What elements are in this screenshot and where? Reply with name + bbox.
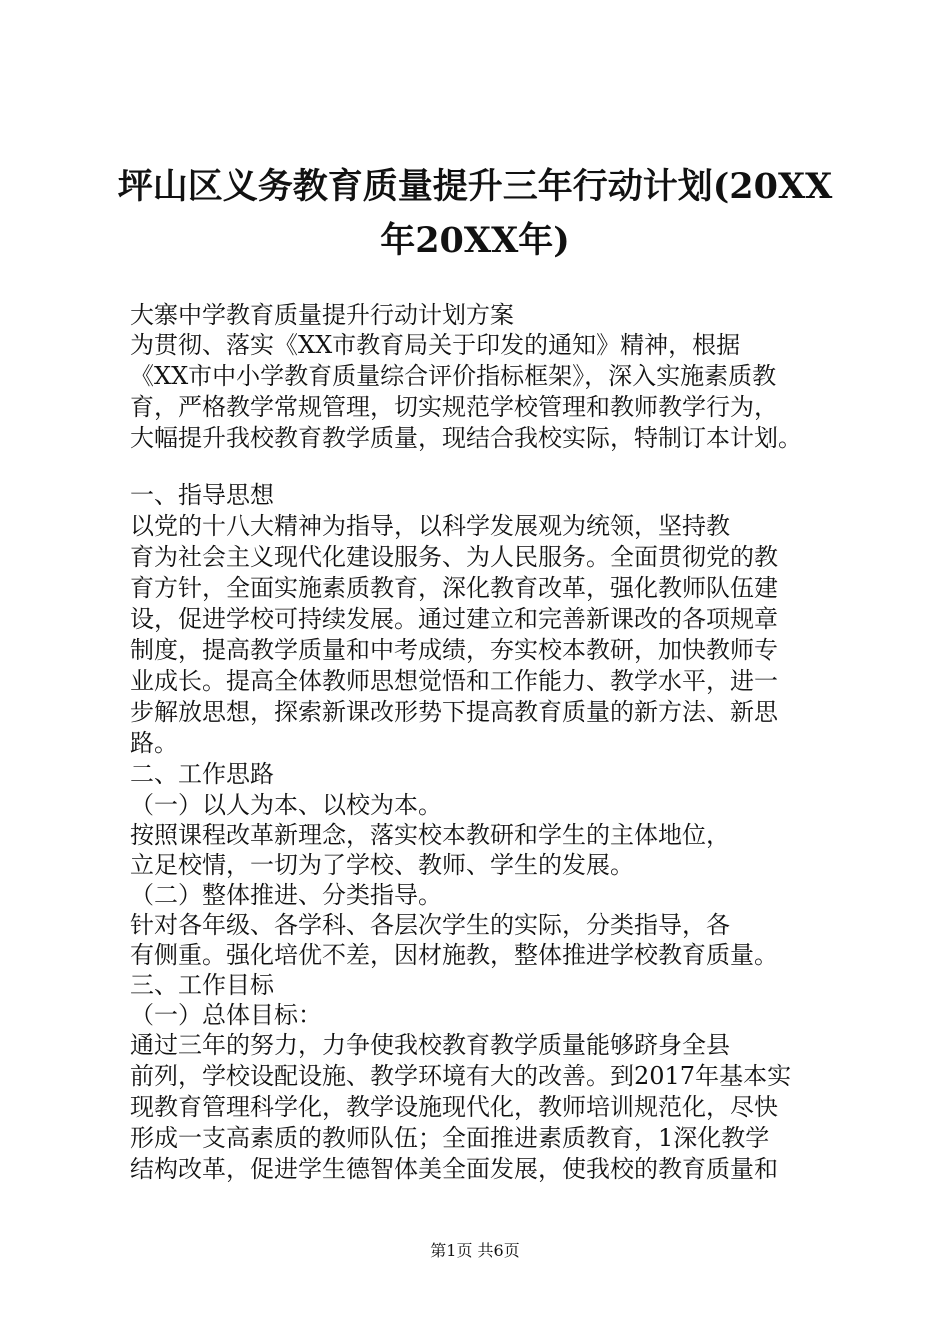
body-line: 现教育管理科学化，教学设施现代化，教师培训规范化，尽快 [130, 1093, 778, 1121]
body-line: 育，严格教学常规管理，切实规范学校管理和教师教学行为， [130, 393, 778, 421]
body-line: 立足校情，一切为了学校、教师、学生的发展。 [130, 851, 634, 879]
body-line: 业成长。提高全体教师思想觉悟和工作能力、教学水平，进一 [130, 667, 778, 695]
body-line: 制度，提高教学质量和中考成绩，夯实校本教研，加快教师专 [130, 636, 778, 664]
body-line: 设，促进学校可持续发展。通过建立和完善新课改的各项规章 [130, 605, 778, 633]
body-line: 以党的十八大精神为指导，以科学发展观为统领，坚持教 [130, 512, 730, 540]
body-line: 前列，学校设配设施、教学环境有大的改善。到2017年基本实 [130, 1062, 792, 1090]
body-line: 《XX市中小学教育质量综合评价指标框架》，深入实施素质教 [130, 362, 777, 390]
body-line: 大幅提升我校教育教学质量，现结合我校实际，特制订本计划。 [130, 424, 802, 452]
body-line: 结构改革，促进学生德智体美全面发展，使我校的教育质量和 [130, 1155, 778, 1183]
body-line: 三、工作目标 [130, 971, 274, 999]
body-line: （一）以人为本、以校为本。 [130, 791, 442, 819]
body-line: 大寨中学教育质量提升行动计划方案 [130, 301, 514, 329]
document-title-line-1: 坪山区义务教育质量提升三年行动计划(20XX [117, 166, 833, 207]
body-line: 二、工作思路 [130, 760, 274, 788]
body-line: 育为社会主义现代化建设服务、为人民服务。全面贯彻党的教 [130, 543, 778, 571]
body-line: 一、指导思想 [130, 481, 274, 509]
body-line: 通过三年的努力，力争使我校教育教学质量能够跻身全县 [130, 1031, 730, 1059]
body-line: 形成一支高素质的教师队伍；全面推进素质教育，1深化教学 [130, 1124, 770, 1152]
body-line: 按照课程改革新理念，落实校本教研和学生的主体地位， [130, 821, 730, 849]
body-line: （二）整体推进、分类指导。 [130, 881, 442, 909]
body-line: 针对各年级、各学科、各层次学生的实际，分类指导，各 [130, 911, 730, 939]
body-line: （一）总体目标： [130, 1001, 322, 1029]
body-line: 育方针，全面实施素质教育，深化教育改革，强化教师队伍建 [130, 574, 778, 602]
page-number-footer: 第1页 共6页 [430, 1241, 520, 1260]
body-line: 为贯彻、落实《XX市教育局关于印发的通知》精神，根据 [130, 331, 741, 359]
document-title-line-2: 年20XX年) [380, 220, 570, 261]
body-line: 有侧重。强化培优不差，因材施教，整体推进学校教育质量。 [130, 941, 778, 969]
body-line: 步解放思想，探索新课改形势下提高教育质量的新方法、新思 [130, 698, 778, 726]
body-line: 路。 [130, 729, 178, 757]
